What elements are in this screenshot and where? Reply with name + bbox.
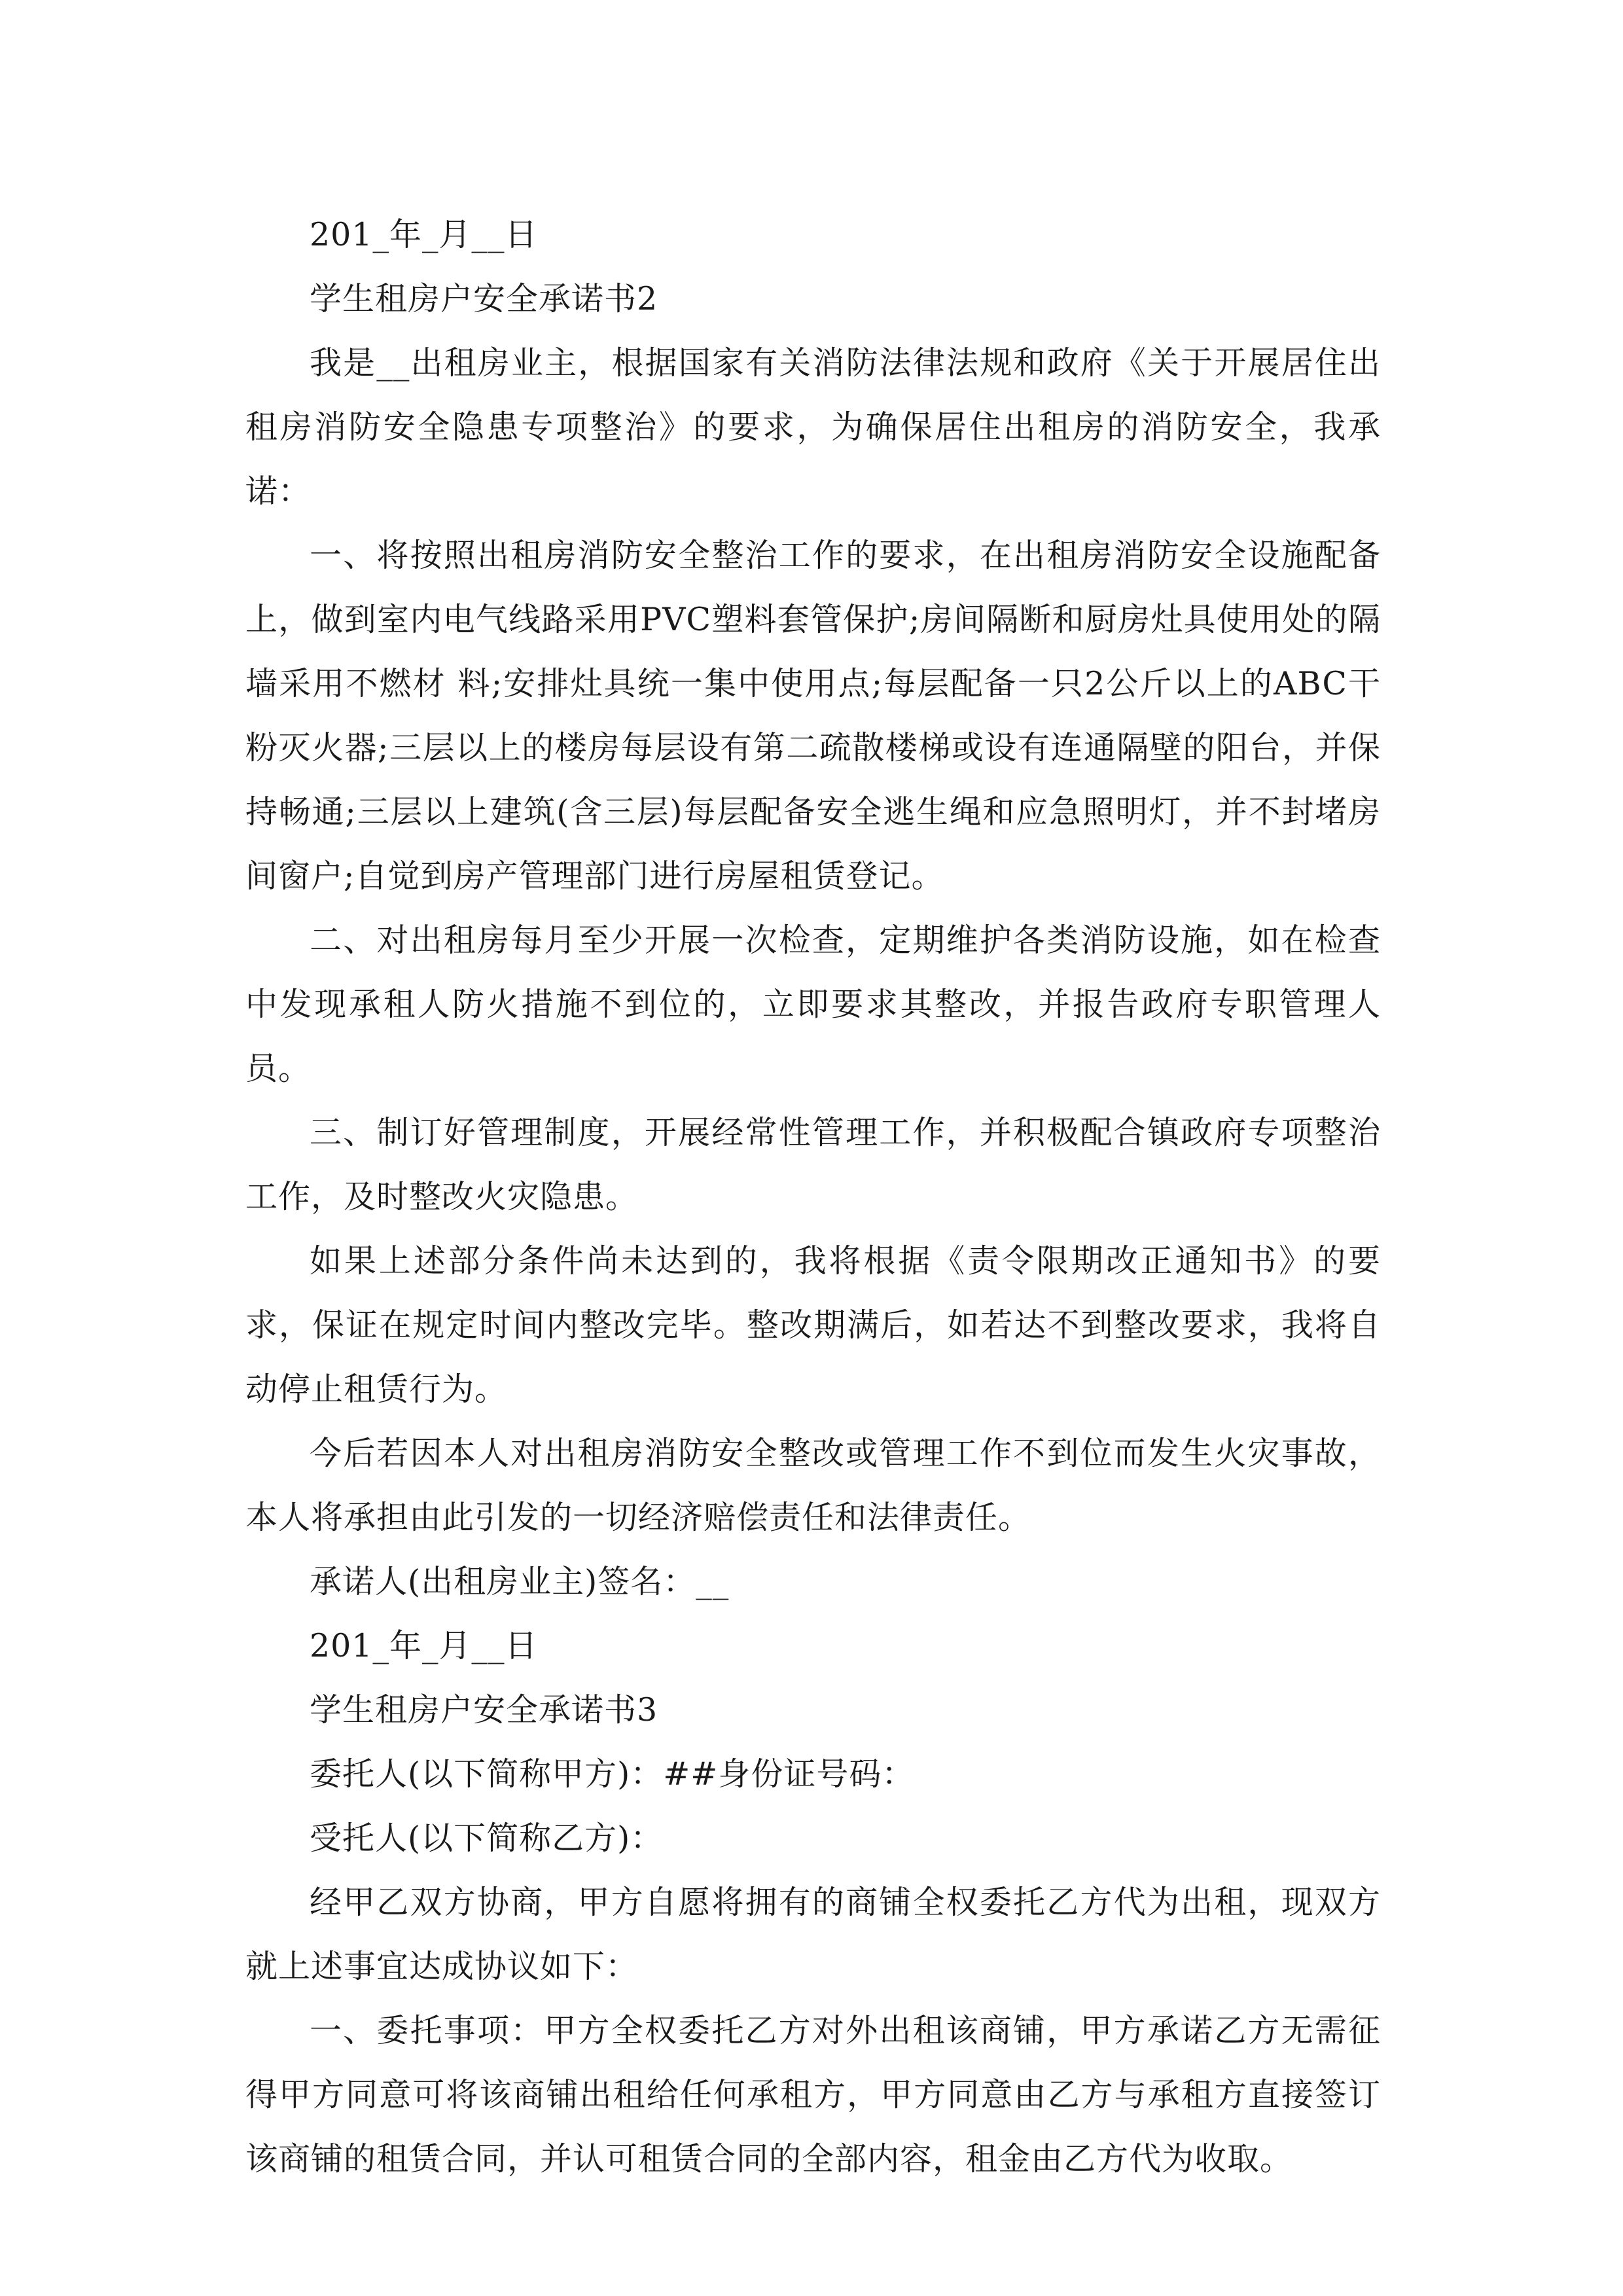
paragraph: 委托人(以下简称甲方)：##身份证号码： bbox=[310, 1755, 915, 1793]
paragraph: 一、委托事项：甲方全权委托乙方对外出租该商铺，甲方承诺乙方无需征得甲方同意可将该商铺出租给任何承租方，甲方同意由乙方与承租方直接签订该商铺的租赁合同，并认可租赁合同的全部内容，租金由乙方代为收取。 bbox=[245, 2012, 1381, 2178]
paragraph: 三、制订好管理制度，开展经常性管理工作，并积极配合镇政府专项整治工作，及时整改火灾隐患。 bbox=[245, 1114, 1381, 1215]
section-title: 学生租房户安全承诺书3 bbox=[310, 1691, 658, 1729]
paragraph: 二、对出租房每月至少开展一次检查，定期维护各类消防设施，如在检查中发现承租人防火措施不到位的，立即要求其整改，并报告政府专职管理人员。 bbox=[245, 922, 1381, 1087]
paragraph: 我是__出租房业主，根据国家有关消防法律法规和政府《关于开展居住出租房消防安全隐患专项整治》的要求，为确保居住出租房的消防安全，我承诺： bbox=[245, 344, 1381, 510]
paragraph: 经甲乙双方协商，甲方自愿将拥有的商铺全权委托乙方代为出租，现双方就上述事宜达成协议如下： bbox=[245, 1884, 1381, 1985]
paragraph: 一、将按照出租房消防安全整治工作的要求，在出租房消防安全设施配备上，做到室内电气线路采用PVC塑料套管保护;房间隔断和厨房灶具使用处的隔墙采用不燃材 料;安排灶具统一集中使用点;每层配备一只2公斤以上的ABC干粉灭火器;三层以上的楼房每层设有第二疏散楼梯或设有连通隔壁的阳台，并保持畅通;三层以上建筑(含三层)每层配备安全逃生绳和应急照明灯，并不封堵房间窗户;自觉到房产管理部门进行房屋租赁登记。 bbox=[245, 537, 1381, 895]
date-line: 201_年_月__日 bbox=[310, 216, 538, 253]
paragraph: 如果上述部分条件尚未达到的，我将根据《责令限期改正通知书》的要求，保证在规定时间内整改完毕。整改期满后，如若达不到整改要求，我将自动停止租赁行为。 bbox=[245, 1242, 1381, 1408]
date-line: 201_年_月__日 bbox=[310, 1627, 538, 1664]
paragraph: 今后若因本人对出租房消防安全整改或管理工作不到位而发生火灾事故，本人将承担由此引发的一切经济赔偿责任和法律责任。 bbox=[245, 1435, 1381, 1536]
signature-line: 承诺人(出租房业主)签名：__ bbox=[310, 1563, 730, 1600]
section-title: 学生租房户安全承诺书2 bbox=[310, 280, 658, 317]
document-body bbox=[245, 203, 1381, 2191]
paragraph: 受托人(以下简称乙方)： bbox=[310, 1820, 664, 1857]
